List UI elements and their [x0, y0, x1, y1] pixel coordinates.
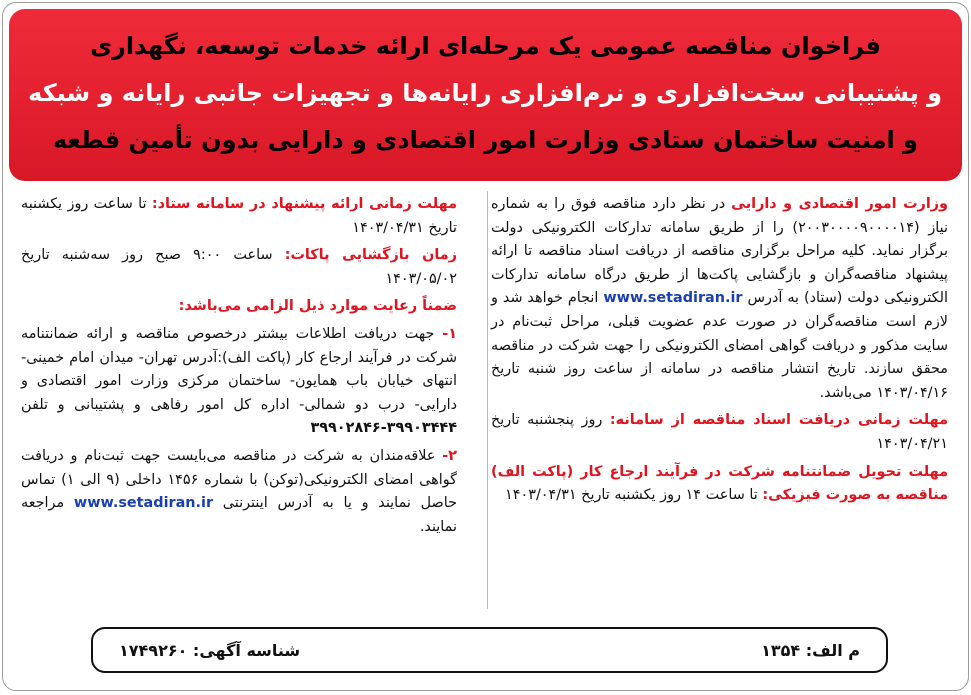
- opening-time-value: ساعت ۹:۰۰ صبح روز سه‌شنبه تاریخ ۱۴۰۳/۰۵/۰۲: [21, 247, 457, 287]
- submit-deadline-label: مهلت زمانی ارائه پیشنهاد در سامانه ستاد:: [151, 196, 458, 212]
- submit-deadline: [21, 193, 457, 240]
- title-line-3: و امنیت ساختمان ستادی وزارت امور اقتصادی و دارایی بدون تأمین قطعه: [52, 126, 919, 154]
- title-banner: [9, 9, 962, 181]
- intro-paragraph: [491, 193, 948, 405]
- column-divider: [487, 191, 488, 609]
- submit-deadline-value: تا ساعت روز یکشنبه تاریخ ۱۴۰۳/۰۴/۳۱: [21, 196, 457, 236]
- opening-time: [21, 244, 457, 291]
- left-column: [21, 193, 457, 543]
- ref-number: م الف: ۱۳۵۴: [761, 640, 860, 660]
- intro-text: در نظر دارد مناقصه فوق را به شماره نیاز (۲۰۰۳۰۰۰۰۹۰۰۰۰۱۴) را از طریق سامانه تدارکات الکترونیکی دولت برگزار نماید. کلیه مراحل برگزاری مناقصه از دریافت اسناد مناقصه تا ارائه پیشنهاد مناقصه‌گران و بازگشایی پاکت‌ها از طریق درگاه سامانه تدارکات الکترونیکی دولت (ستاد) به آدرس: [491, 196, 949, 307]
- note-2-end: مراجعه نمایند.: [21, 495, 457, 535]
- note-2-number: ۲-: [442, 447, 457, 464]
- intro-text-continued: انجام خواهد شد و لازم است مناقصه‌گران در صورت عدم عضویت قبلی، مراحل ثبت‌نام در سایت مذکور و دریافت گواهی امضای الکترونیکی را جهت شرکت در مناقصه محقق سازند. تاریخ انتشار مناقصه در سامانه از ساعت روز شنبه تاریخ ۱۴۰۳/۰۴/۱۶ می‌باشد.: [491, 290, 948, 401]
- note-item-2: [21, 445, 457, 539]
- ad-id: شناسه آگهی: ۱۷۴۹۲۶۰: [119, 640, 301, 660]
- title-line-2: و پشتیبانی سخت‌افزاری و نرم‌افزاری رایانه‌ها و تجهیزات جانبی رایانه و شبکه: [28, 79, 942, 107]
- note-1-text: جهت دریافت اطلاعات بیشتر درخصوص مناقصه و ارائه ضمانتنامه شرکت در فرآیند ارجاع کار (پاکت الف):آدرس تهران- میدان امام خمینی- انتهای خیابان باب همایون- ساختمان مرکزی وزارت امور اقتصادی و دارایی- درب دو شمالی- اداره کل امور رفاهی و پشتیبانی و تلفن: [21, 325, 457, 413]
- setad-link-2[interactable]: www.setadiran.ir: [73, 495, 214, 512]
- notes-heading: ضمناً رعایت موارد ذیل الزامی می‌باشد:: [178, 298, 457, 315]
- docs-deadline: [491, 409, 948, 456]
- note-2-text: علاقه‌مندان به شرکت در مناقصه می‌بایست جهت ثبت‌نام و دریافت گواهی امضای الکترونیکی(توکن) با شماره ۱۴۵۶ داخلی (۹ الی ۱) تماس حاصل نمایند و یا به آدرس اینترنتی: [21, 447, 458, 512]
- guarantee-value: تا ساعت ۱۴ روز یکشنبه تاریخ ۱۴۰۳/۰۴/۳۱: [505, 487, 758, 504]
- footer-box: [91, 627, 888, 673]
- right-column: [491, 193, 948, 512]
- docs-deadline-value: روز پنجشنبه تاریخ ۱۴۰۳/۰۴/۲۱: [491, 412, 948, 452]
- tender-announcement: [2, 2, 969, 691]
- setad-link[interactable]: www.setadiran.ir: [603, 290, 743, 307]
- guarantee-deadline: [491, 461, 948, 508]
- org-name: وزارت امور اقتصادی و دارایی: [731, 196, 948, 212]
- docs-deadline-label: مهلت زمانی دریافت اسناد مناقصه از سامانه:: [609, 412, 948, 429]
- opening-time-label: زمان بازگشایی پاکات:: [284, 247, 458, 264]
- guarantee-label: مهلت تحویل ضمانتنامه شرکت در فرآیند ارجاع کار (پاکت الف) مناقصه به صورت فیزیکی:: [491, 463, 948, 504]
- phone-numbers: ۳۹۹۰۳۴۴۴-۳۹۹۰۲۸۴۶: [310, 420, 457, 437]
- note-1-number: ۱-: [442, 325, 457, 342]
- title-line-1: فراخوان مناقصه عمومی یک مرحله‌ای ارائه خدمات توسعه، نگهداری: [90, 32, 881, 60]
- note-item-1: [21, 323, 457, 441]
